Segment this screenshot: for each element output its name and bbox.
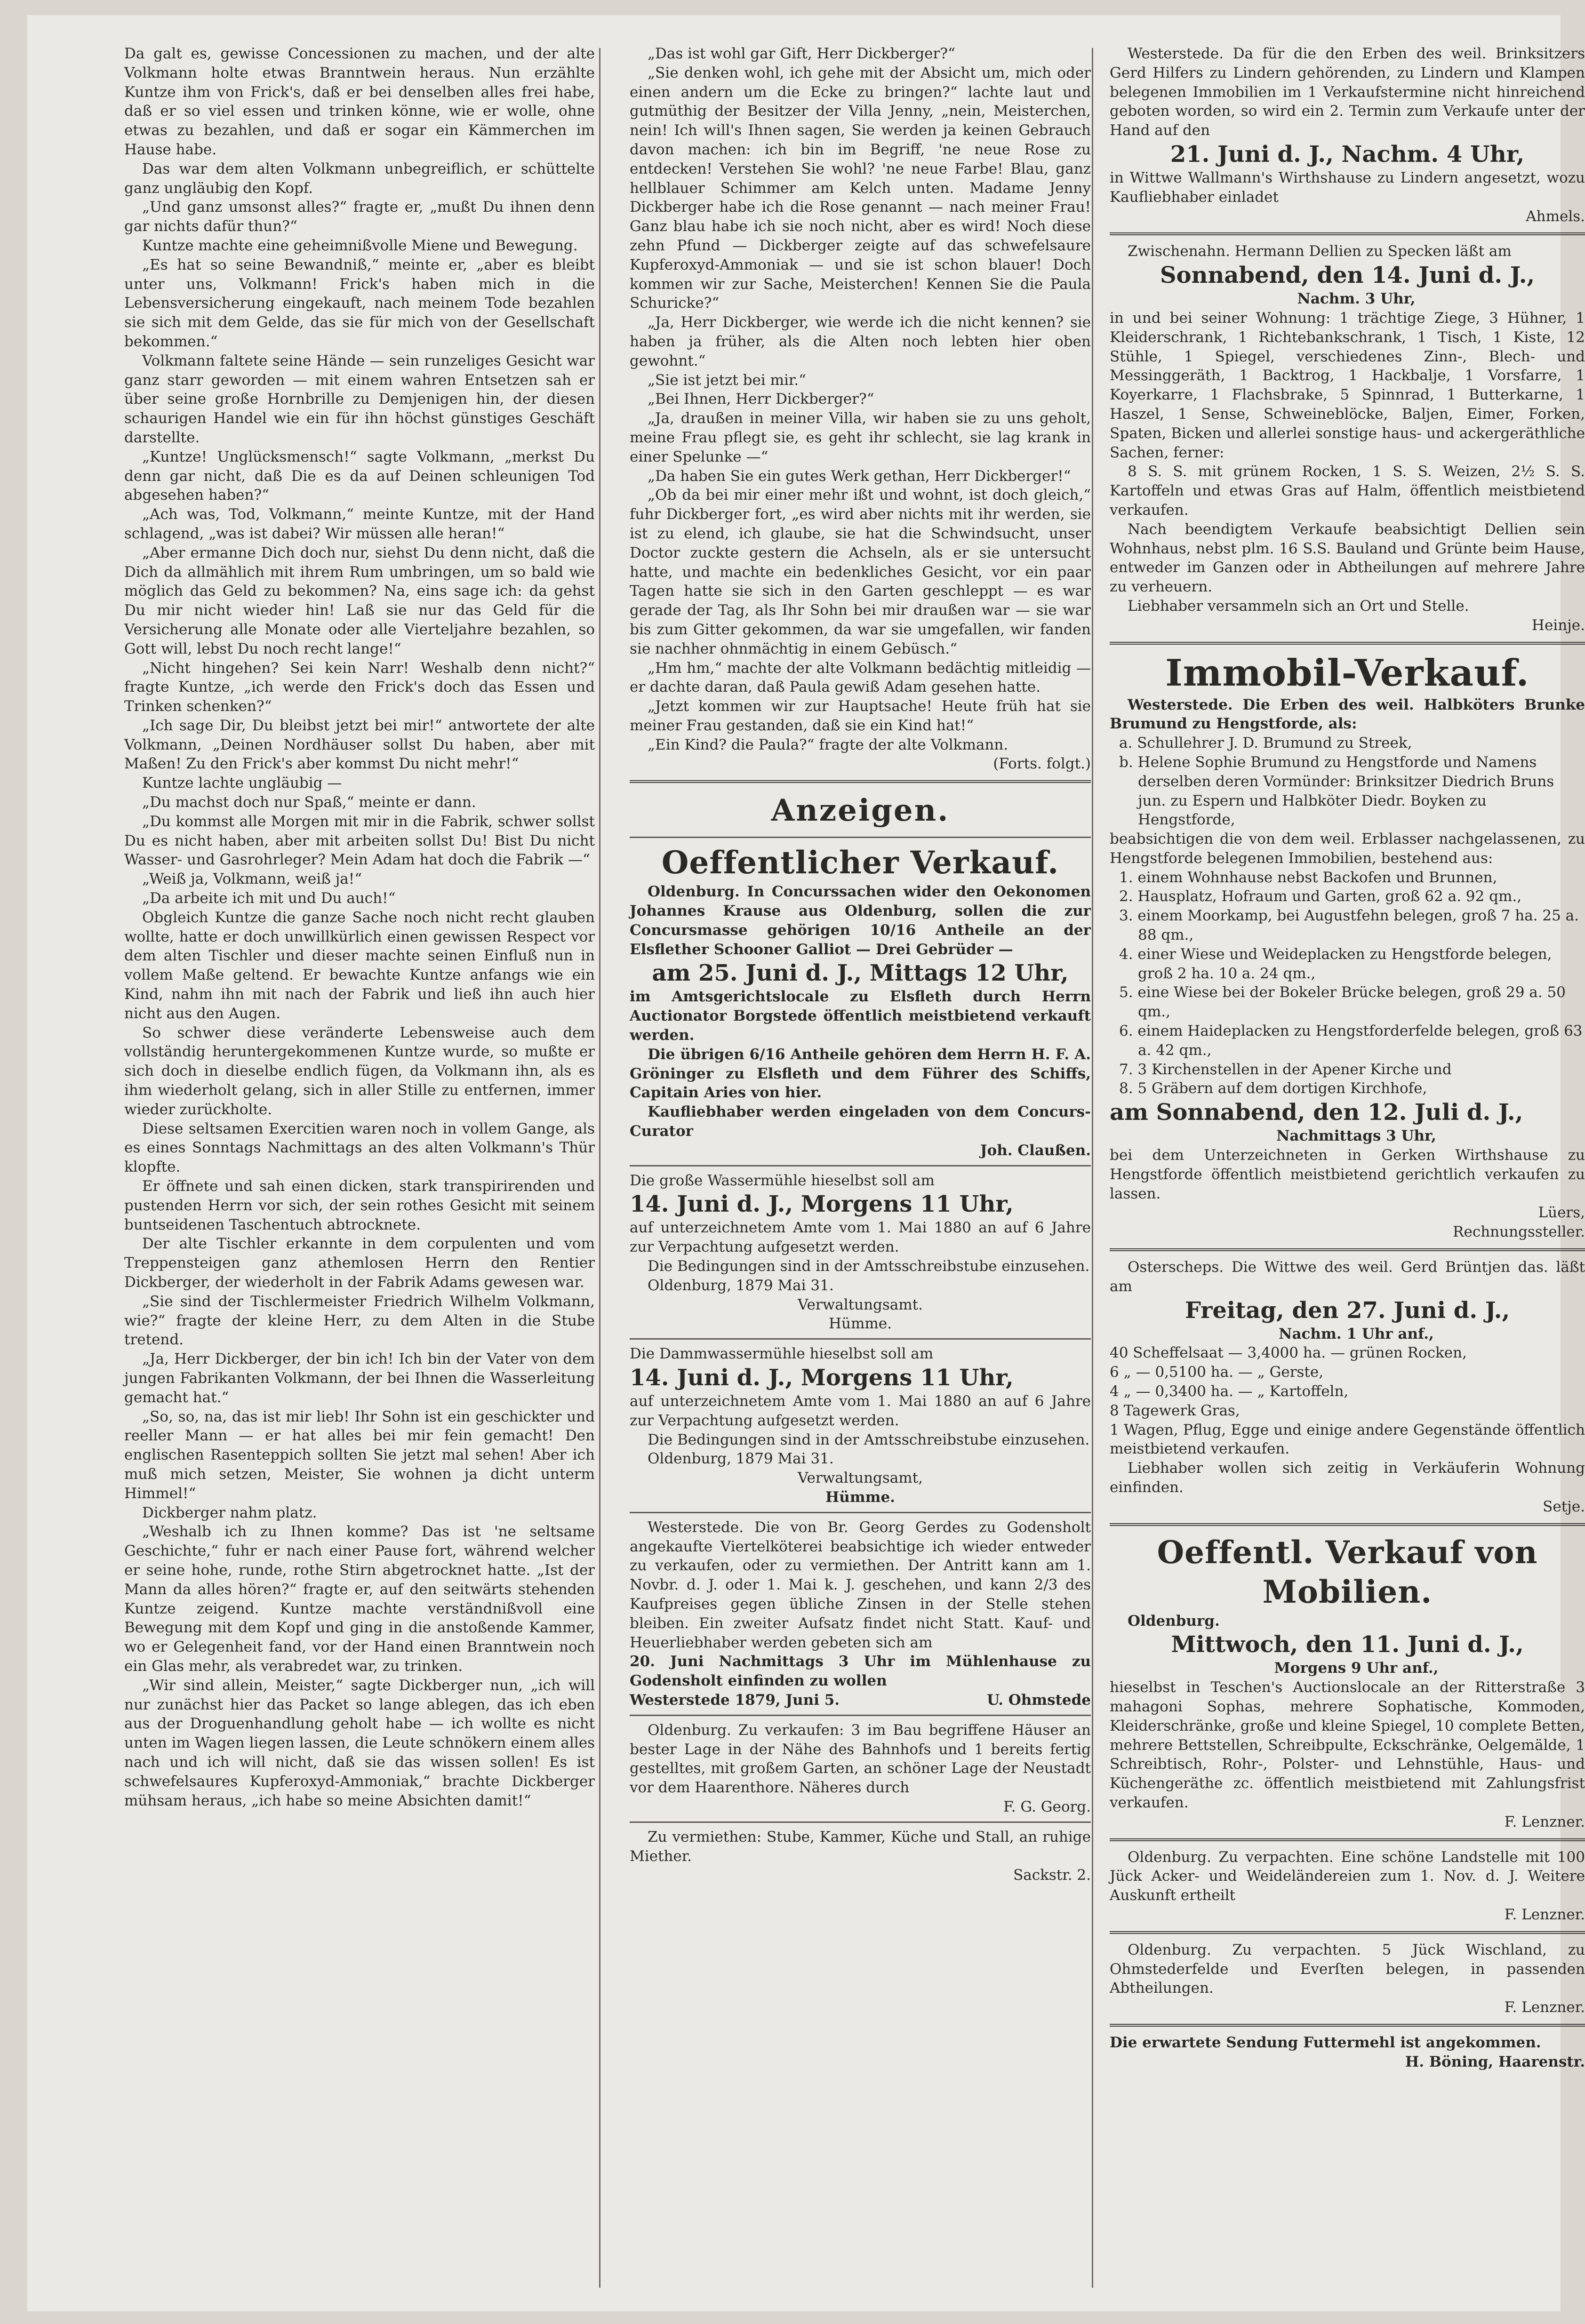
ad-row: 40 Scheffelsaat — 3,4000 ha. — grünen Rocken, <box>1110 1344 1467 1362</box>
ad-futtermehl <box>1110 2033 1585 2072</box>
ad-text: im Amtsgerichtslocale zu Elsfleth durch Herrn Auctionator Borgstede öffentlich meistbietend verkauft werden. <box>630 988 1091 1044</box>
story-paragraph: Kuntze lachte ungläubig — <box>142 775 342 792</box>
story-paragraph: „Das ist wohl gar Gift, Herr Dickberger?“ <box>648 45 955 62</box>
ad-text: Kaufliebhaber werden eingeladen von dem Concurs-Curator <box>630 1103 1091 1140</box>
story-paragraph: „Weshalb ich zu Ihnen komme? Das ist 'ne seltsame Geschichte,“ fuhr er nach einer Pause fort, während welcher er seine hohe, runde, rothe Stirn abgetrocknet hatte. „Ist der Mann da alles hören?“ fragte er, auf den seitwärts stehenden Kuntze zeigend. Kuntze machte verständnißvoll eine Bewegung mit dem Kopf und ging in die anstoßende Kammer, wo er Gelegenheit fand, vor der Hand einen Branntwein noch ein Glas mehr, als verabredet war, zu trinken. <box>124 1523 595 1675</box>
ad-signer: Hümme. <box>825 1489 895 1506</box>
list-item: 1. einem Wohnhause nebst Backofen und Brunnen, <box>1119 869 1497 886</box>
ad-signer: Lüers, <box>1538 1204 1585 1222</box>
ad-signer: H. Böning, Haarenstr. <box>1405 2053 1585 2070</box>
ad-osterscheps <box>1110 1258 1585 1517</box>
story-paragraph: „Aber ermanne Dich doch nur, siehst Du denn nicht, daß die Dich da allmählich mit ihrem Rum umbringen, um so bald wie möglich das Geld zu bekommen? Na, eins sage ich: da gehst Du mir nicht wieder hin! Laß sie nur das Geld für die Versicherung alle Monate oder alle Vierteljahre bezahlen, so Gott will, lebst Du noch recht lange!“ <box>124 544 595 657</box>
ad-text: Die Dammwassermühle hieselbst soll am <box>630 1345 934 1363</box>
ad-row: 4 „ — 0,3400 ha. — „ Kartoffeln, <box>1110 1383 1349 1400</box>
ad-wassermuehle <box>630 1171 1091 1334</box>
ad-date: 20. Juni Nachmittags 3 Uhr im Mühlenhause zu Godensholt einfinden zu wollen <box>630 1653 1091 1690</box>
ad-divider <box>1110 1838 1585 1841</box>
ad-text: beabsichtigen die von dem weil. Erblasser nachgelassenen, zu Hengstforde belegenen Immobilien, bestehend aus: <box>1110 831 1585 867</box>
ad-date: Sonnabend, den 14. Juni d. J., <box>1160 262 1535 289</box>
ad-place: Oldenburg, 1879 Mai 31. <box>648 1450 834 1468</box>
story-paragraph: „So, so, na, das ist mir lieb! Ihr Sohn ist ein geschickter und reeller Mann — er hat alles bei mir fein gemacht! Den englischen Rasenteppich sollten Sie jetzt mal sehen! Aber ich muß mich setzen, Meister, Sie wohnen ja dicht unterm Himmel!“ <box>124 1408 595 1502</box>
list-item: 4. einer Wiese und Weideplacken zu Hengstforde belegen, groß 2 ha. 10 a. 24 qm., <box>1119 945 1552 982</box>
ad-title: Immobil-Verkauf. <box>1165 651 1529 695</box>
story-paragraph: Diese seltsamen Exercitien waren noch in vollem Gange, als es eines Sonntags Nachmittags an des alten Volkmann's Thür klopfte. <box>124 1120 595 1176</box>
ad-text: Oldenburg. Zu verpachten. Eine schöne Landstelle mit 100 Jück Acker- und Weideländereien zum 1. Nov. d. J. Weitere Auskunft ertheilt <box>1110 1848 1585 1904</box>
column-rule-right <box>1092 48 1093 2288</box>
ad-divider <box>630 1165 1091 1166</box>
ad-divider <box>630 1821 1091 1823</box>
ad-signer: F. Lenzner. <box>1504 1906 1585 1923</box>
ad-time: Nachmittags 3 Uhr, <box>1276 1127 1436 1145</box>
story-paragraph: „Ach was, Tod, Volkmann,“ meinte Kuntze, mit der Hand schlagend, „was ist dabei? Wir müssen alle heran!“ <box>124 506 595 542</box>
ad-text: Die Bedingungen sind in der Amtsschreibstube einzusehen. <box>648 1431 1090 1448</box>
story-paragraph: „Sie denken wohl, ich gehe mit der Absicht um, mich oder einen andern um die Ecke zu bringen?“ lachte laut und gutmüthig der Besitzer der Villa Jenny, „nein, Meisterchen, nein! Ich will's Ihnen sagen, Sie werden ja keinen Gebrauch davon machen: ich bin im Begriff, 'ne neue Rose zu entdecken! Verstehen Sie wohl? 'ne neue Farbe! Blau, ganz hellblauer Schimmer am Kelch unten. Madame Jenny Dickberger habe ich die Rose genannt — nach meiner Frau! Ganz blau habe ich sie noch nicht, aber es wird! Noch diese zehn Pfund — Dickberger zeigte auf das schwefelsaure Kupferoxyd-Ammoniak — und sie ist schon blauer! Doch kommen wir zur Sache, Meisterchen! Kennen Sie die Paula Schuricke?“ <box>630 64 1091 312</box>
story-paragraph: „Ja, Herr Dickberger, wie werde ich die nicht kennen? sie haben ja früher, als die Alten noch lebten hier oben gewohnt.“ <box>630 314 1091 369</box>
ad-text: bei dem Unterzeichneten in Gerken Wirthshause zu Hengstforde öffentlich meistbietend gerichtlich verkaufen zu lassen. <box>1110 1147 1585 1202</box>
ad-text: in und bei seiner Wohnung: 1 trächtige Ziege, 3 Hühner, 1 Kleiderschrank, 1 Richtebankschrank, 1 Tisch, 1 Kiste, 12 Stühle, 1 Spiegel, verschiedenes Zinn-, Blech- und Messinggeräth, 1 Backtrog, 1 Hackbalje, 1 Vorsfarre, 1 Koyerkarre, 1 Flachsbrake, 5 Spinnrad, 1 Butterkarne, 1 Haszel, 1 Sense, Schweineblöcke, Baljen, Eimer, Forken, Spaten, Bicken und allerlei sonstige haus- und ackergeräthliche Sachen, ferner: <box>1110 309 1585 461</box>
ad-text: Osterscheps. Die Wittwe des weil. Gerd Brüntjen das. läßt am <box>1110 1259 1585 1295</box>
story-paragraph: So schwer diese veränderte Lebensweise auch dem vollständig heruntergekommenen Kuntze wurde, so mußte er sich doch in dieselbe endlich fügen, da Volkmann ihn, als es ihm wiederholt gelang, sich in aller Stille zu entfernen, immer wieder zurückholte. <box>124 1024 595 1118</box>
ad-signer: Heinje. <box>1531 616 1585 634</box>
ad-date: am 25. Juni d. J., Mittags 12 Uhr, <box>652 960 1069 987</box>
ad-text: Die Bedingungen sind in der Amtsschreibstube einzusehen. <box>648 1258 1090 1275</box>
story-paragraph: „Weiß ja, Volkmann, weiß ja!“ <box>142 871 362 888</box>
ad-text: Oldenburg. In Concurssachen wider den Oekonomen Johannes Krause aus Oldenburg, sollen die zur Concursmasse gehörigen 10/16 Antheile an der Elsflether Schooner Galliot — Drei Gebrüder — <box>630 883 1091 958</box>
ad-for-rent <box>630 1828 1091 1885</box>
list-item: 8. 5 Gräbern auf dem dortigen Kirchhofe, <box>1119 1080 1427 1097</box>
ad-signer: Sackstr. 2. <box>1013 1867 1091 1884</box>
ad-place: Oldenburg, 1879 Mai 31. <box>648 1277 834 1294</box>
list-item: 6. einem Haideplacken zu Hengstforderfelde belegen, groß 63 a. 42 qm., <box>1119 1022 1583 1059</box>
story-paragraph: „Wir sind allein, Meister,“ sagte Dickberger nun, „ich will nur zunächst hier das Packet so lange ablegen, das ich eben aus der Droguenhandlung geholt habe — ich wollte es nicht unten im Wagen liegen lassen, die Leute schnökern einem alles nach und ich will nicht, daß sie das wissen sollen! Es ist schwefelsaures Kupferoxyd-Ammoniak,“ brachte Dickberger mühsam heraus, „ich habe so meine Absichten damit!“ <box>124 1677 595 1809</box>
ad-text: hieselbst in Teschen's Auctionslocale an der Ritterstraße 3 mahagoni Sophas, mehrere Sophatische, Kommoden, Kleiderschränke, große und kleine Spiegel, 10 complete Betten, mehrere Bettstellen, Schreibpulte, Eckschränke, Oelgemälde, 1 Schreibtisch, Rohr-, Polster- und Lehnstühle, Haus- und Küchengeräthe zc. öffentlich meistbietend mit Zahlungsfrist verkaufen. <box>1110 1679 1585 1811</box>
section-divider <box>630 780 1091 783</box>
story-paragraph: „Kuntze! Unglücksmensch!“ sagte Volkmann, „merkst Du denn gar nicht, daß Die es da auf Deinen schleunigen Tod abgesehen haben?“ <box>124 448 595 504</box>
ad-zwischenahn <box>1110 242 1585 635</box>
continuation-note: (Forts. folgt.) <box>993 755 1091 773</box>
ad-text: Oldenburg. Zu verpachten. 5 Jück Wischland, zu Ohmstederfelde und Everſten belegen, in passenden Abtheilungen. <box>1110 1941 1585 1997</box>
story-paragraph: Dickberger nahm platz. <box>142 1504 317 1521</box>
story-paragraph: Kuntze machte eine geheimnißvolle Miene und Bewegung. <box>142 237 578 254</box>
ad-signer: Joh. Claußen. <box>980 1142 1091 1159</box>
ad-office: Verwaltungsamt. <box>798 1296 923 1313</box>
ad-divider <box>630 1338 1091 1340</box>
ad-divider <box>630 1512 1091 1513</box>
ad-text: auf unterzeichnetem Amte vom 1. Mai 1880 an auf 6 Jahre zur Verpachtung aufgesetzt werden. <box>630 1219 1091 1256</box>
ad-divider <box>1110 1931 1585 1934</box>
list-item: b. Helene Sophie Brumund zu Hengstforde und Namens derselben deren Vormünder: Brinksitzer Diedrich Bruns jun. zu Espern und Halbköter Diedr. Boyken zu Hengstforde, <box>1119 753 1554 829</box>
ad-mobilien <box>1110 1533 1585 1832</box>
story-paragraph: „Und ganz umsonst alles?“ fragte er, „mußt Du ihnen denn gar nichts dafür thun?“ <box>124 199 595 235</box>
ad-place: Westerstede 1879, Juni 5. <box>630 1691 840 1709</box>
ad-lindern <box>1110 44 1585 226</box>
ad-divider <box>1110 1248 1585 1251</box>
story-paragraph: „Hm hm,“ machte der alte Volkmann bedächtig mitleidig — er dachte daran, daß Paula gewiß Adam gesehen hatte. <box>630 659 1091 696</box>
ad-signer: F. G. Georg. <box>1003 1798 1091 1815</box>
ad-date: am Sonnabend, den 12. Juli d. J., <box>1110 1099 1523 1126</box>
ad-text: in Wittwe Wallmann's Wirthshause zu Lindern angesetzt, wozu Kaufliebhaber einladet <box>1110 169 1585 206</box>
story-paragraph: „Bei Ihnen, Herr Dickberger?“ <box>648 391 874 408</box>
ad-signer-role: Rechnungssteller. <box>1453 1223 1585 1241</box>
ad-text: Westerstede. Da für die den Erben des weil. Brinksitzers Gerd Hilfers zu Lindern gehörenden, zu Lindern und Klampen belegenen Immobilien im 1 Verkaufstermine nicht hinreichend geboten worden, so wird ein 2. Termin zum Verkaufe unter der Hand auf den <box>1110 45 1585 139</box>
ads-heading: Anzeigen. <box>771 793 950 829</box>
story-paragraph: Das war dem alten Volkmann unbegreiflich, er schüttelte ganz ungläubig den Kopf. <box>124 160 595 197</box>
ad-signer: Hümme. <box>829 1315 892 1333</box>
ad-divider <box>1110 232 1585 235</box>
ad-title: Oeffentl. Verkauf von Mobilien. <box>1157 1533 1538 1610</box>
column-ads <box>1110 44 1585 2072</box>
list-item: 2. Hausplatz, Hofraum und Garten, groß 62 a. 92 qm., <box>1119 888 1522 905</box>
story-paragraph: „Ja, draußen in meiner Villa, wir haben sie zu uns geholt, meine Frau pflegt sie, es geht ihr schlecht, sie lag krank in einer Spelunke —“ <box>630 410 1091 465</box>
ad-text: Westerstede. Die von Br. Georg Gerdes zu Godensholt angekaufte Viertelköterei beabsichtige ich wieder entweder zu verkaufen, oder zu vermiethen. Der Antritt kann am 1. Novbr. d. J. oder 1. Mai k. J. geschehen, und kann 2/3 des Kaufpreises gegen übliche Zinsen in der Stelle stehen bleiben. Ein zweiter Aufsatz findet nicht Statt. Kauf- und Heuerliebhaber werden gebeten sich am <box>630 1518 1091 1651</box>
ad-godensholt <box>630 1518 1091 1710</box>
story-paragraph: „Du kommst alle Morgen mit mir in die Fabrik, schwer sollst Du es nicht haben, aber mit arbeiten sollst Du! Bist Du nicht Wasser- und Gasrohrleger? Mein Adam hat doch die Fabrik —“ <box>124 813 595 869</box>
story-paragraph: „Sie sind der Tischlermeister Friedrich Wilhelm Volkmann, wie?“ fragte der kleine Herr, zu dem Alten in die Stube tretend. <box>124 1293 595 1349</box>
ad-signer: Setje. <box>1543 1498 1585 1515</box>
story-paragraph: „Ich sage Dir, Du bleibst jetzt bei mir!“ antwortete der alte Volkmann, „Deinen Nordhäuser sollst Du haben, aber mit Maßen! Zu den Frick's aber kommst Du nicht mehr!“ <box>124 717 595 773</box>
ad-text: Die erwartete Sendung Futtermehl ist angekommen. <box>1110 2034 1541 2051</box>
list-item: 5. eine Wiese bei der Bokeler Brücke belegen, groß 29 a. 50 qm., <box>1119 984 1566 1021</box>
ad-date: 21. Juni d. J., Nachm. 4 Uhr, <box>1170 141 1525 168</box>
ad-divider <box>1110 642 1585 645</box>
ad-text: Die große Wassermühle hieselbst soll am <box>630 1172 935 1189</box>
column-story-part2-and-ads <box>630 44 1091 1885</box>
story-paragraph: „Ob da bei mir einer mehr ißt und wohnt, ist doch gleich,“ fuhr Dickberger fort, „es wird aber nichts mit ihr werden, sie ist zu elend, ich glaube, sie hat die Schwindsucht, unser Doctor zuckte gestern die Achseln, als er sie untersucht hatte, und machte ein bedenkliches Gesicht, vor ein paar Tagen hatte sie sich in den Garten geschleppt — es war gerade der Tag, als Ihr Sohn bei mir draußen war — sie war bis zum Gitter gekommen, da war sie umgefallen, wir fanden sie nachher ohnmächtig in einem Gebüsch.“ <box>630 487 1091 657</box>
story-paragraph: „Da arbeite ich mit und Du auch!“ <box>142 890 396 907</box>
ad-signer: F. Lenzner. <box>1504 1999 1585 2016</box>
ad-text: Westerstede. Die Erben des weil. Halbköters Brunke Brumund zu Hengstforde, als: <box>1110 696 1585 733</box>
ad-signer: Ahmels. <box>1526 208 1585 225</box>
story-paragraph: „Sie ist jetzt bei mir.“ <box>648 371 806 389</box>
ad-row: 8 Tagewerk Gras, <box>1110 1402 1240 1419</box>
ad-wischland <box>1110 1941 1585 2017</box>
ad-signer: U. Ohmstede <box>986 1691 1091 1709</box>
ad-immobil-verkauf <box>1110 651 1585 1242</box>
ad-divider <box>1110 2024 1585 2027</box>
story-paragraph: „Ja, Herr Dickberger, der bin ich! Ich bin der Vater von dem jungen Fabrikanten Volkmann, der bei Ihnen die Wasserleitung gemacht hat.“ <box>124 1350 595 1406</box>
ad-date: 14. Juni d. J., Morgens 11 Uhr, <box>630 1191 1014 1218</box>
ad-time: Morgens 9 Uhr anf., <box>1274 1660 1439 1677</box>
ad-date: Mittwoch, den 11. Juni d. J., <box>1171 1631 1524 1658</box>
column-story-part1 <box>124 44 595 1810</box>
story-paragraph: Volkmann faltete seine Hände — sein runzeliges Gesicht war ganz starr geworden — mit einem wahren Entsetzen sah er über seine große Hornbrille zu Demjenigen hin, der diesen schaurigen Handel wie ein für ihn höchst günstiges Geschäft darstellte. <box>124 352 595 446</box>
list-item: a. Schullehrer J. D. Brumund zu Streek, <box>1119 735 1412 752</box>
ad-time: Nachm. 1 Uhr anf., <box>1279 1325 1434 1342</box>
story-paragraph: „Jetzt kommen wir zur Hauptsache! Heute früh hat sie meiner Frau gestanden, daß sie ein Kind hat!“ <box>630 698 1091 734</box>
list-item: 3. einem Moorkamp, bei Augustfehn belegen, groß 7 ha. 25 a. 88 qm., <box>1119 907 1579 944</box>
ad-text: Nach beendigtem Verkaufe beabsichtigt Dellien sein Wohnhaus, nebst plm. 16 S.S. Bauland und Grünte beim Hause, entweder im Ganzen oder in Abtheilungen auf mehrere Jahre zu verheuern. <box>1110 520 1585 596</box>
story-paragraph: Er öffnete und sah einen dicken, stark transpirirenden und pustenden Herrn vor sich, der sein rothes Gesicht mit seinem buntseidenen Taschentuch abtrocknete. <box>124 1178 595 1233</box>
ad-public-sale <box>630 843 1091 1160</box>
ad-date: 14. Juni d. J., Morgens 11 Uhr, <box>630 1365 1014 1391</box>
story-paragraph: Obgleich Kuntze die ganze Sache noch nicht recht glauben wollte, hatte er doch unwillkürlich einen gewissen Respect vor dem alten Tischler und dieser machte seinen Einfluß nun in vollem Maße geltend. Er bewachte Kuntze anfangs wie ein Kind, nahm ihn mit nach der Fabrik und ließ ihn auch hier nicht aus den Augen. <box>124 909 595 1022</box>
ad-text: Liebhaber wollen sich zeitig in Verkäuferin Wohnung einfinden. <box>1110 1460 1585 1496</box>
ad-text: Zwischenahn. Hermann Dellien zu Specken läßt am <box>1128 243 1512 260</box>
story-paragraph: „Es hat so seine Bewandniß,“ meinte er, „aber es bleibt unter uns, Volkmann! Frick's haben mich in die Lebensversicherung eingekauft, nach meinem Tode bezahlen sie sich mit dem Gelde, das sie für mich von der Gesellschaft bekommen.“ <box>124 256 595 350</box>
ad-office: Verwaltungsamt, <box>798 1469 923 1487</box>
ad-divider <box>630 1715 1091 1716</box>
newspaper-page <box>27 15 1585 2311</box>
ad-text: Oldenburg. Zu verkaufen: 3 im Bau begriffene Häuser an bester Lage in der Nähe des Bahnhofs und 1 bereits fertig gestelltes, mit großem Garten, an schöner Lage der Neustadt vor dem Haarenthore. Näheres durch <box>630 1721 1091 1797</box>
story-paragraph: Der alte Tischler erkannte in dem corpulenten und vom Treppensteigen ganz athemlosen Herrn den Rentier Dickberger, der wiederholt in der Fabrik Adams gewesen war. <box>124 1235 595 1291</box>
ad-text: 8 S. S. mit grünem Rocken, 1 S. S. Weizen, 2½ S. S. Kartoffeln und etwas Gras auf Halm, öffentlich meistbietend verkaufen. <box>1110 463 1585 519</box>
story-paragraph: „Da haben Sie ein gutes Werk gethan, Herr Dickberger!“ <box>648 467 1071 485</box>
ad-time: Nachm. 3 Uhr, <box>1297 290 1416 308</box>
story-paragraph: Da galt es, gewisse Concessionen zu machen, und der alte Volkmann holte etwas Branntwein heraus. Nun erzählte Kuntze ihm von Frick's, daß er bei denselben alles frei habe, daß er so viel essen und trinken könne, wie er wolle, ohne etwas zu bezahlen, und daß er sogar ein Kämmerchen im Hause habe. <box>124 45 595 158</box>
ad-dammwassermuehle <box>630 1344 1091 1507</box>
ad-title: Oeffentlicher Verkauf. <box>661 844 1059 881</box>
ad-signer: F. Lenzner. <box>1504 1813 1585 1830</box>
story-paragraph: „Ein Kind? die Paula?“ fragte der alte Volkmann. <box>648 736 1009 753</box>
ad-row: 1 Wagen, Pflug, Egge und einige andere Gegenstände öffentlich meistbietend verkaufen. <box>1110 1421 1585 1458</box>
ad-text: Die übrigen 6/16 Antheile gehören dem Herrn H. F. A. Gröninger zu Elsfleth und dem Führer des Schiffs, Capitain Aries von hier. <box>630 1046 1091 1102</box>
ad-text: Liebhaber versammeln sich an Ort und Stelle. <box>1128 597 1469 615</box>
ad-text: Oldenburg. <box>1128 1612 1220 1629</box>
ad-landstelle <box>1110 1848 1585 1925</box>
ad-divider <box>630 837 1091 838</box>
story-paragraph: „Nicht hingehen? Sei kein Narr! Weshalb denn nicht?“ fragte Kuntze, „ich werde den Frick's doch das Essen und Trinken schenken?“ <box>124 659 595 715</box>
column-rule-left <box>599 48 600 2288</box>
ad-text: auf unterzeichnetem Amte vom 1. Mai 1880 an auf 6 Jahre zur Verpachtung aufgesetzt werden. <box>630 1393 1091 1429</box>
story-paragraph: „Du machst doch nur Spaß,“ meinte er dann. <box>142 794 476 811</box>
ad-houses-for-sale <box>630 1721 1091 1817</box>
ad-date: Freitag, den 27. Juni d. J., <box>1185 1297 1510 1324</box>
ad-row: 6 „ — 0,5100 ha. — „ Gerste, <box>1110 1364 1324 1381</box>
ad-divider <box>1110 1523 1585 1526</box>
list-item: 7. 3 Kirchenstellen in der Apener Kirche und <box>1119 1061 1452 1078</box>
ad-text: Zu vermiethen: Stube, Kammer, Küche und Stall, an ruhige Miether. <box>630 1828 1091 1865</box>
